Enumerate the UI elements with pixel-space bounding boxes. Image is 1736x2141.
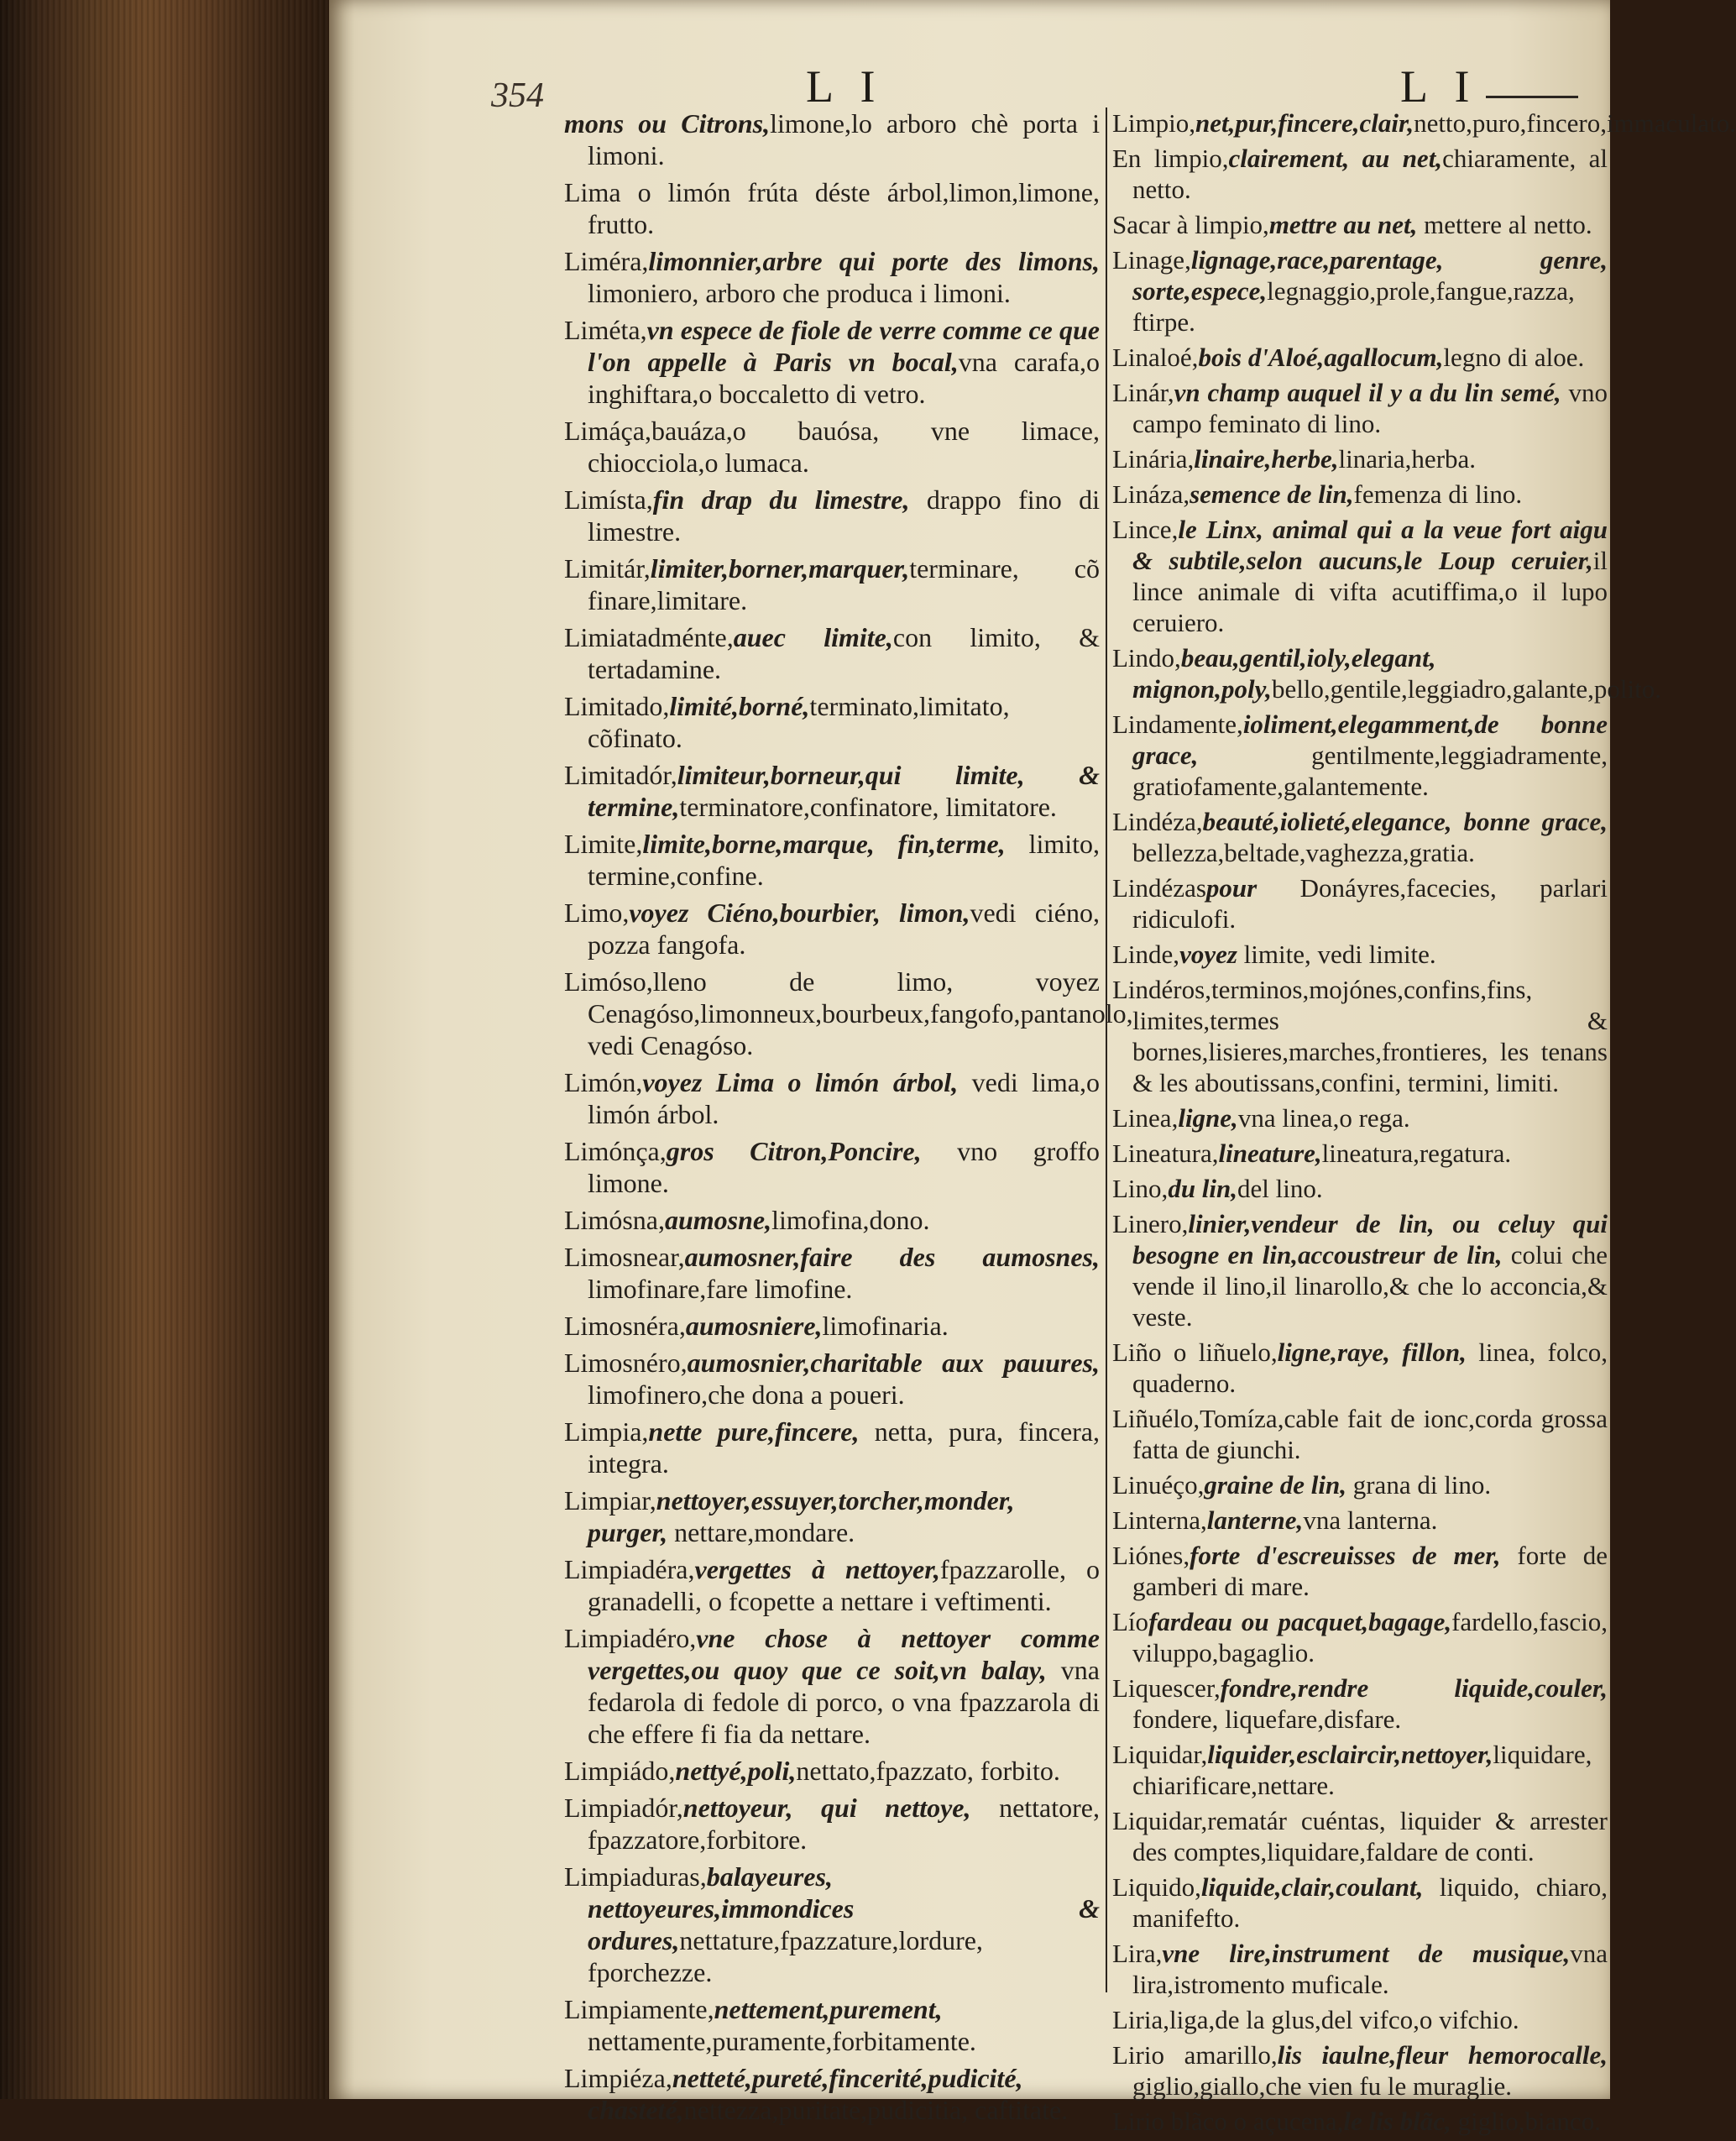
dictionary-entry (564, 1204, 1100, 1236)
dictionary-entry (564, 1861, 1100, 1988)
dictionary-entry (564, 1553, 1100, 1617)
entry-italian-gloss: Donáyres,facecies, parlari ridiculofi. (1132, 873, 1608, 934)
entry-italian-gloss: vno campo feminato di lino. (1132, 378, 1608, 438)
entry-french-gloss: ligne, (1178, 1103, 1238, 1133)
entry-french-gloss: beauté,iolieté,elegance, bonne grace, (1202, 807, 1608, 836)
entry-headword: Limísta, (564, 484, 653, 515)
entry-italian-gloss: terminos,mojónes,confins,fins, limites,termes & bornes,lisieres,marches,frontieres, les tenans & les aboutissans,confini, termini, limiti. (1132, 975, 1608, 1097)
entry-italian-gloss: forte de gamberi di mare. (1132, 1541, 1608, 1601)
entry-french-gloss: beau,gentil,ioly,elegant, mignon,poly, (1132, 643, 1436, 704)
entry-french-gloss: du lin, (1168, 1174, 1238, 1203)
entry-headword: Lindamente, (1112, 709, 1243, 739)
entry-french-gloss: nettoyer,essuyer,torcher,monder, purger, (588, 1485, 1015, 1547)
dictionary-entry (564, 484, 1100, 547)
entry-headword: Limo, (564, 898, 630, 928)
entry-italian-gloss: fondere, liquefare,disfare. (1132, 1704, 1402, 1734)
entry-italian-gloss: vna lira,istromento muficale. (1132, 1939, 1608, 1999)
entry-headword: Limóso, (564, 966, 653, 997)
dictionary-entry (1112, 974, 1608, 1098)
entry-headword: Lirio blãco o açucena, (1112, 2107, 1344, 2136)
entry-french-gloss: clairement, au net, (1228, 144, 1443, 173)
dictionary-entry (1112, 107, 1736, 139)
entry-headword: Limón, (564, 1067, 643, 1097)
entry-french-gloss: nettoyeur, qui nettoye, (682, 1793, 971, 1823)
entry-french-gloss: voyez Lima o limón árbol, (642, 1067, 959, 1097)
entry-headword: Limáça, (564, 416, 651, 446)
dictionary-entry (1112, 1208, 1608, 1332)
dictionary-entry (1112, 806, 1608, 868)
entry-french-gloss: limiteur,borneur,qui limite, & termine, (588, 760, 1100, 822)
dictionary-entry (1112, 1672, 1608, 1735)
entry-italian-gloss: mettere al netto. (1417, 210, 1592, 239)
entry-headword: Lío (1112, 1607, 1149, 1636)
entry-french-gloss: bois d'Aloé,agallocum, (1198, 343, 1444, 372)
entry-french-gloss: fondre,rendre liquide,couler, (1220, 1673, 1608, 1703)
entry-headword: Limpiadéra, (564, 1554, 695, 1584)
dictionary-entry (564, 1792, 1100, 1856)
entry-headword: Limpiéza, (564, 2063, 672, 2093)
entry-headword: En limpio, (1112, 144, 1229, 173)
dictionary-entry (1112, 1337, 1608, 1399)
entry-headword: Liño o liñuelo, (1112, 1337, 1278, 1367)
entry-headword: Limpia, (564, 1416, 649, 1447)
entry-headword: Liquescer, (1112, 1673, 1221, 1703)
dictionary-entry (1112, 1871, 1608, 1934)
entry-headword: Liméta, (564, 315, 647, 345)
entry-italian-gloss: limoniero, arboro che produca i limoni. (588, 278, 1011, 308)
entry-headword: Limpiar, (564, 1485, 656, 1515)
entry-headword: Limosnéra, (564, 1311, 686, 1341)
dictionary-entry (564, 2062, 1100, 2126)
entry-italian-gloss: fpazzarolle, o granadelli, o fcopette a nettare i veftimenti. (588, 1554, 1101, 1616)
entry-italian-gloss: liquidare, chiarificare,nettare. (1132, 1740, 1592, 1800)
entry-italian-gloss: terminatore,confinatore, limitatore. (679, 792, 1057, 822)
dictionary-entry (1112, 2039, 1608, 2102)
entry-headword: Limpio, (1112, 108, 1196, 138)
entry-headword: Lira, (1112, 1939, 1163, 1968)
entry-italian-gloss: femenza di lino. (1353, 479, 1523, 509)
dictionary-entry (1112, 1469, 1608, 1500)
dictionary-entry (564, 1622, 1100, 1750)
entry-french-gloss: balayeures, nettoyeures,immondices & ordures, (588, 1861, 1100, 1955)
column-divider (1106, 107, 1107, 1992)
entry-french-gloss: graine de lin, (1204, 1470, 1346, 1500)
left-running-head: L I (806, 61, 884, 112)
entry-french-gloss: gros Citron,Poncire, (666, 1136, 922, 1166)
entry-french-gloss: liquider,esclaircir,nettoyer, (1207, 1740, 1493, 1769)
dictionary-entry (564, 1347, 1100, 1411)
entry-french-gloss: liquide,clair,coulant, (1200, 1872, 1424, 1902)
entry-headword: Linár, (1112, 378, 1174, 407)
entry-italian-gloss: lleno de limo, voyez Cenagóso,limonneux,bourbeux,fangofo,pantanolo, vedi Cenagóso. (588, 966, 1133, 1060)
entry-french-gloss: aumosnier,charitable aux pauures, (687, 1348, 1100, 1378)
entry-french-gloss: netteté,pureté,fincerité,pudicité, chasteté, (588, 2063, 1023, 2125)
entry-french-gloss: limiter,borner,marquer, (650, 553, 910, 584)
entry-italian-gloss: vna fedarola di fedole di porco, o vna fpazzarola di che effere fi fia da nettare. (588, 1655, 1101, 1749)
dictionary-entry (1112, 244, 1608, 338)
entry-french-gloss: aumosne, (664, 1205, 772, 1235)
entry-italian-gloss: vna linea,o rega. (1237, 1103, 1410, 1133)
entry-italian-gloss: grana di lino. (1346, 1470, 1492, 1500)
entry-italian-gloss: limite, vedi limite. (1237, 940, 1436, 969)
entry-italian-gloss: limofinaria. (822, 1311, 949, 1341)
dictionary-entry (564, 1993, 1100, 2057)
dictionary-entry (1112, 1540, 1608, 1602)
right-running-head: L I (1400, 61, 1478, 112)
entry-headword: Limpiamente, (564, 1994, 714, 2024)
entry-headword: Limpiaduras, (564, 1861, 707, 1892)
entry-headword: Limósna, (564, 1205, 665, 1235)
entry-french-gloss: fin drap du limestre, (652, 484, 910, 515)
dictionary-entry (564, 1416, 1100, 1479)
dictionary-entry (1112, 2004, 1608, 2035)
entry-headword: Limosnear, (564, 1242, 685, 1272)
entry-italian-gloss: limito, termine,confine. (588, 829, 1101, 891)
entry-french-gloss: voyez Ciéno,bourbier, limon, (629, 898, 970, 928)
entry-headword: Limónça, (564, 1136, 667, 1166)
dictionary-entry (564, 314, 1100, 410)
entry-headword: Limiatadménte, (564, 622, 734, 652)
entry-french-gloss: vne lire,instrument de musique, (1162, 1939, 1571, 1968)
dictionary-entry (1112, 1138, 1608, 1169)
entry-italian-gloss: bauáza,o bauósa, vne limace, chiocciola,o lumaca. (588, 416, 1100, 478)
entry-french-gloss: mons ou Citrons, (564, 108, 771, 139)
entry-italian-gloss: limone,lo arboro chè porta i limoni. (588, 108, 1101, 170)
entry-italian-gloss: nettatore, fpazzatore,forbitore. (588, 1793, 1101, 1855)
entry-italian-gloss: nettezza,puritate,pudicitia, caftitate. (683, 2095, 1069, 2125)
dictionary-entry (1112, 377, 1608, 439)
dictionary-entry (564, 759, 1100, 823)
dictionary-entry (564, 415, 1100, 479)
dictionary-entry (1112, 1173, 1608, 1204)
entry-headword: Limitado, (564, 691, 670, 721)
entry-italian-gloss: nettamente,puramente,forbitamente. (588, 2026, 976, 2056)
header-rule (1486, 96, 1578, 98)
entry-italian-gloss: vedi ciéno, pozza fangofa. (588, 898, 1101, 960)
dictionary-entry (564, 897, 1100, 961)
entry-headword: Lima o limón (564, 177, 731, 207)
entry-headword: Lineatura, (1112, 1139, 1219, 1168)
entry-french-gloss: fardeau ou pacquet,bagage, (1148, 1607, 1452, 1636)
entry-french-gloss: vne chose à nettoyer comme vergettes,ou quoy que ce soit,vn balay, (588, 1623, 1100, 1685)
entry-french-gloss: lanterne, (1206, 1505, 1304, 1535)
entry-headword: Liquidar, (1112, 1806, 1208, 1835)
entry-headword: Linero, (1112, 1209, 1189, 1238)
entry-french-gloss: nette pure,fincere, (648, 1416, 860, 1447)
entry-italian-gloss: terminato,limitato, cõfinato. (588, 691, 1010, 753)
dictionary-entry (1112, 642, 1661, 704)
entry-french-gloss: auec limite, (733, 622, 893, 652)
entry-italian-gloss: vna carafa,o inghiftara,o boccaletto di vetro. (588, 347, 1101, 409)
entry-italian-gloss: liga,de la glus,del vifco,o vifchio. (1169, 2005, 1519, 2034)
entry-headword: Liñuélo, (1112, 1404, 1200, 1433)
entry-french-gloss: linaire,herbe, (1194, 444, 1339, 474)
dictionary-entry (1112, 2106, 1608, 2137)
dictionary-entry (1112, 209, 1608, 240)
entry-italian-gloss: fardello,fascio, viluppo,bagaglio. (1132, 1607, 1608, 1667)
entry-headword: Limitadór, (564, 760, 677, 790)
dictionary-entry (564, 1135, 1100, 1199)
entry-italian-gloss: gentilmente,leggiadramente, gratiofamente,galantemente. (1132, 741, 1608, 801)
entry-italian-gloss: vedi lima,o limón árbol. (588, 1067, 1101, 1129)
entry-french-gloss: limite,borne,marque, fin,terme, (642, 829, 1006, 859)
right-column (1112, 107, 1736, 2141)
entry-french-gloss: forte d'escreuisses de mer, (1190, 1541, 1501, 1570)
entry-italian-gloss: legnaggio,prole,fangue,razza, ftirpe. (1132, 276, 1575, 337)
entry-italian-gloss: giglio,giallo,che vien fu le muraglie. (1132, 2071, 1512, 2101)
dictionary-entry (564, 1066, 1100, 1130)
entry-italian-gloss: limofinero,che dona a poueri. (588, 1379, 905, 1410)
entry-italian-gloss: terminare, cõ finare,limitare. (588, 553, 1100, 615)
entry-headword: Liquido, (1112, 1872, 1201, 1902)
dictionary-entry (1112, 1805, 1608, 1867)
entry-headword: Limpiadór, (564, 1793, 683, 1823)
entry-italian-gloss: limofina,dono. (771, 1205, 930, 1235)
entry-headword: Lindéza, (1112, 807, 1203, 836)
entry-headword: Limite, (564, 829, 643, 859)
dictionary-entry (1112, 1505, 1608, 1536)
entry-headword: Linaloé, (1112, 343, 1199, 372)
entry-italian-gloss: rematár cuéntas, liquider & arrester des comptes,liquidare,faldare de conti. (1132, 1806, 1608, 1866)
dictionary-entry (1112, 709, 1608, 802)
entry-italian-gloss: lineatura,regatura. (1321, 1139, 1512, 1168)
entry-french-gloss: lignage,race,parentage, genre, sorte,espece, (1132, 245, 1608, 306)
dictionary-entry (1112, 143, 1608, 205)
dictionary-entry (1112, 342, 1608, 373)
entry-french-gloss: aumosner,faire des aumosnes, (684, 1242, 1100, 1272)
entry-headword: Lirio amarillo, (1112, 2040, 1278, 2070)
entry-italian-gloss: legno di aloe. (1443, 343, 1585, 372)
dictionary-entry (564, 1484, 1100, 1548)
dictionary-entry (564, 966, 1133, 1061)
entry-headword: Lindéros, (1112, 975, 1211, 1004)
dictionary-entry (564, 828, 1100, 892)
dictionary-entry (564, 1241, 1100, 1305)
entry-french-gloss: lis iaulne,fleur hemorocalle, (1277, 2040, 1608, 2070)
entry-headword: Linde, (1112, 940, 1180, 969)
entry-headword: Liméra, (564, 246, 649, 276)
entry-french-gloss: limité,borné, (669, 691, 810, 721)
entry-french-gloss: linier,vendeur de lin, ou celuy qui besogne en lin,accoustreur de lin, (1132, 1209, 1608, 1269)
entry-headword: Liónes, (1112, 1541, 1190, 1570)
dictionary-entry (564, 1755, 1100, 1787)
dictionary-entry (564, 621, 1100, 685)
entry-headword: Lino, (1112, 1174, 1169, 1203)
entry-headword: Limpiádo, (564, 1756, 676, 1786)
entry-headword: Limitár, (564, 553, 651, 584)
entry-french-gloss: ioliment,elegamment,de bonne grace, (1132, 709, 1608, 770)
dictionary-entry (564, 690, 1100, 754)
dictionary-entry (564, 1310, 1100, 1342)
entry-headword: Liria, (1112, 2005, 1169, 2034)
entry-headword: Lindézas (1112, 873, 1206, 903)
dictionary-entry (1112, 1739, 1608, 1801)
entry-italian-gloss: bellezza,beltade,vaghezza,gratia. (1132, 838, 1475, 867)
entry-italian-gloss: netta, pura, fincera, integra. (588, 1416, 1100, 1479)
entry-french-gloss: vn espece de fiole de verre comme ce que l'on appelle à Paris vn bocal, (588, 315, 1100, 377)
entry-italian-gloss: chiaramente, al netto. (1132, 144, 1608, 204)
entry-italian-gloss: il lince animale di vifta acutiffima,o il lupo ceruiero. (1132, 546, 1608, 637)
entry-italian-gloss: Tomíza,cable fait de ionc,corda grossa fatta de giunchi. (1132, 1404, 1608, 1464)
dictionary-entry (564, 107, 1100, 171)
entry-french-gloss: ligne,raye, fillon, (1277, 1337, 1467, 1367)
entry-french-gloss: nettyé,poli, (675, 1756, 797, 1786)
entry-headword: Limosnéro, (564, 1348, 688, 1378)
entry-headword: Lindo, (1112, 643, 1181, 673)
dictionary-entry (1112, 443, 1608, 474)
entry-french-gloss: net,pur,fincere,clair, (1195, 108, 1414, 138)
entry-italian-gloss: nettature,fpazzature,lordure, fporchezze. (588, 1925, 983, 1987)
dictionary-entry (1112, 939, 1608, 970)
dictionary-entry (1112, 1938, 1608, 2000)
entry-headword: Linária, (1112, 444, 1195, 474)
entry-french-gloss: aumosniere, (685, 1311, 823, 1341)
entry-headword: Lince, (1112, 515, 1179, 544)
entry-headword: Limpiadéro, (564, 1623, 697, 1653)
dictionary-entry (1112, 1403, 1608, 1465)
entry-french-gloss: semence de lin, (1190, 479, 1354, 509)
entry-headword: Lináza, (1112, 479, 1190, 509)
entry-headword: Linuéço, (1112, 1470, 1205, 1500)
entry-italian-gloss: colui che vende il lino,il linarollo,& che lo acconcia,& veste. (1132, 1240, 1608, 1332)
entry-italian-gloss: liquido, chiaro, manifefto. (1132, 1872, 1608, 1933)
entry-french-gloss: vn champ auquel il y a du lin semé, (1174, 378, 1561, 407)
entry-headword: Sacar à limpio, (1112, 210, 1269, 239)
entry-headword: Linea, (1112, 1103, 1179, 1133)
entry-italian-gloss: bello,gentile,leggiadro,galante,polito. (1271, 674, 1661, 704)
page-number: 354 (491, 76, 544, 115)
entry-italian-gloss: netto,puro,fincero,immaculato. (1414, 108, 1736, 138)
dictionary-entry (564, 552, 1100, 616)
dictionary-entry (1112, 872, 1608, 934)
entry-italian-gloss: drappo fino di limestre. (588, 484, 1101, 547)
dictionary-entry (1112, 479, 1608, 510)
dictionary-entry (1112, 1102, 1608, 1133)
entry-italian-gloss: limofinare,fare limofine. (588, 1274, 853, 1304)
dictionary-entry (564, 245, 1100, 309)
entry-french-gloss: voyez (1179, 940, 1237, 969)
entry-french-gloss: nettement,purement, (714, 1994, 943, 2024)
entry-headword: Linterna, (1112, 1505, 1207, 1535)
entry-italian-gloss: giglio,bianco. (1451, 2107, 1601, 2136)
entry-italian-gloss: nettato,fpazzato, forbito. (796, 1756, 1060, 1786)
dictionary-entry (1112, 514, 1608, 638)
entry-italian-gloss: linaria,herba. (1338, 444, 1477, 474)
entry-french-gloss: limonnier,arbre qui porte des limons, (648, 246, 1100, 276)
entry-headword: Liquidar, (1112, 1740, 1208, 1769)
entry-french-gloss: le lis blãc, (1343, 2107, 1451, 2136)
entry-headword: Linage, (1112, 245, 1191, 275)
entry-italian-gloss: nettare,mondare. (667, 1517, 855, 1547)
entry-french-gloss: pour (1205, 873, 1258, 903)
entry-italian-gloss: del lino. (1237, 1174, 1323, 1203)
book-spine (0, 0, 329, 2099)
entry-italian-gloss: frúta déste árbol,limon,limone, frutto. (588, 177, 1101, 239)
entry-italian-gloss: con limito, & tertadamine. (588, 622, 1100, 684)
dictionary-entry (1112, 1606, 1608, 1668)
entry-french-gloss: lineature, (1218, 1139, 1322, 1168)
dictionary-entry (564, 176, 1100, 240)
entry-italian-gloss: vna lanterna. (1303, 1505, 1438, 1535)
entry-italian-gloss: vno groffo limone. (588, 1136, 1100, 1198)
entry-french-gloss: vergettes à nettoyer, (694, 1554, 940, 1584)
entry-italian-gloss: linea, folco, quaderno. (1132, 1337, 1608, 1398)
entry-french-gloss: le Linx, animal qui a la veue fort aigu & subtile,selon aucuns,le Loup ceruier, (1132, 515, 1608, 575)
entry-french-gloss: mettre au net, (1268, 210, 1418, 239)
